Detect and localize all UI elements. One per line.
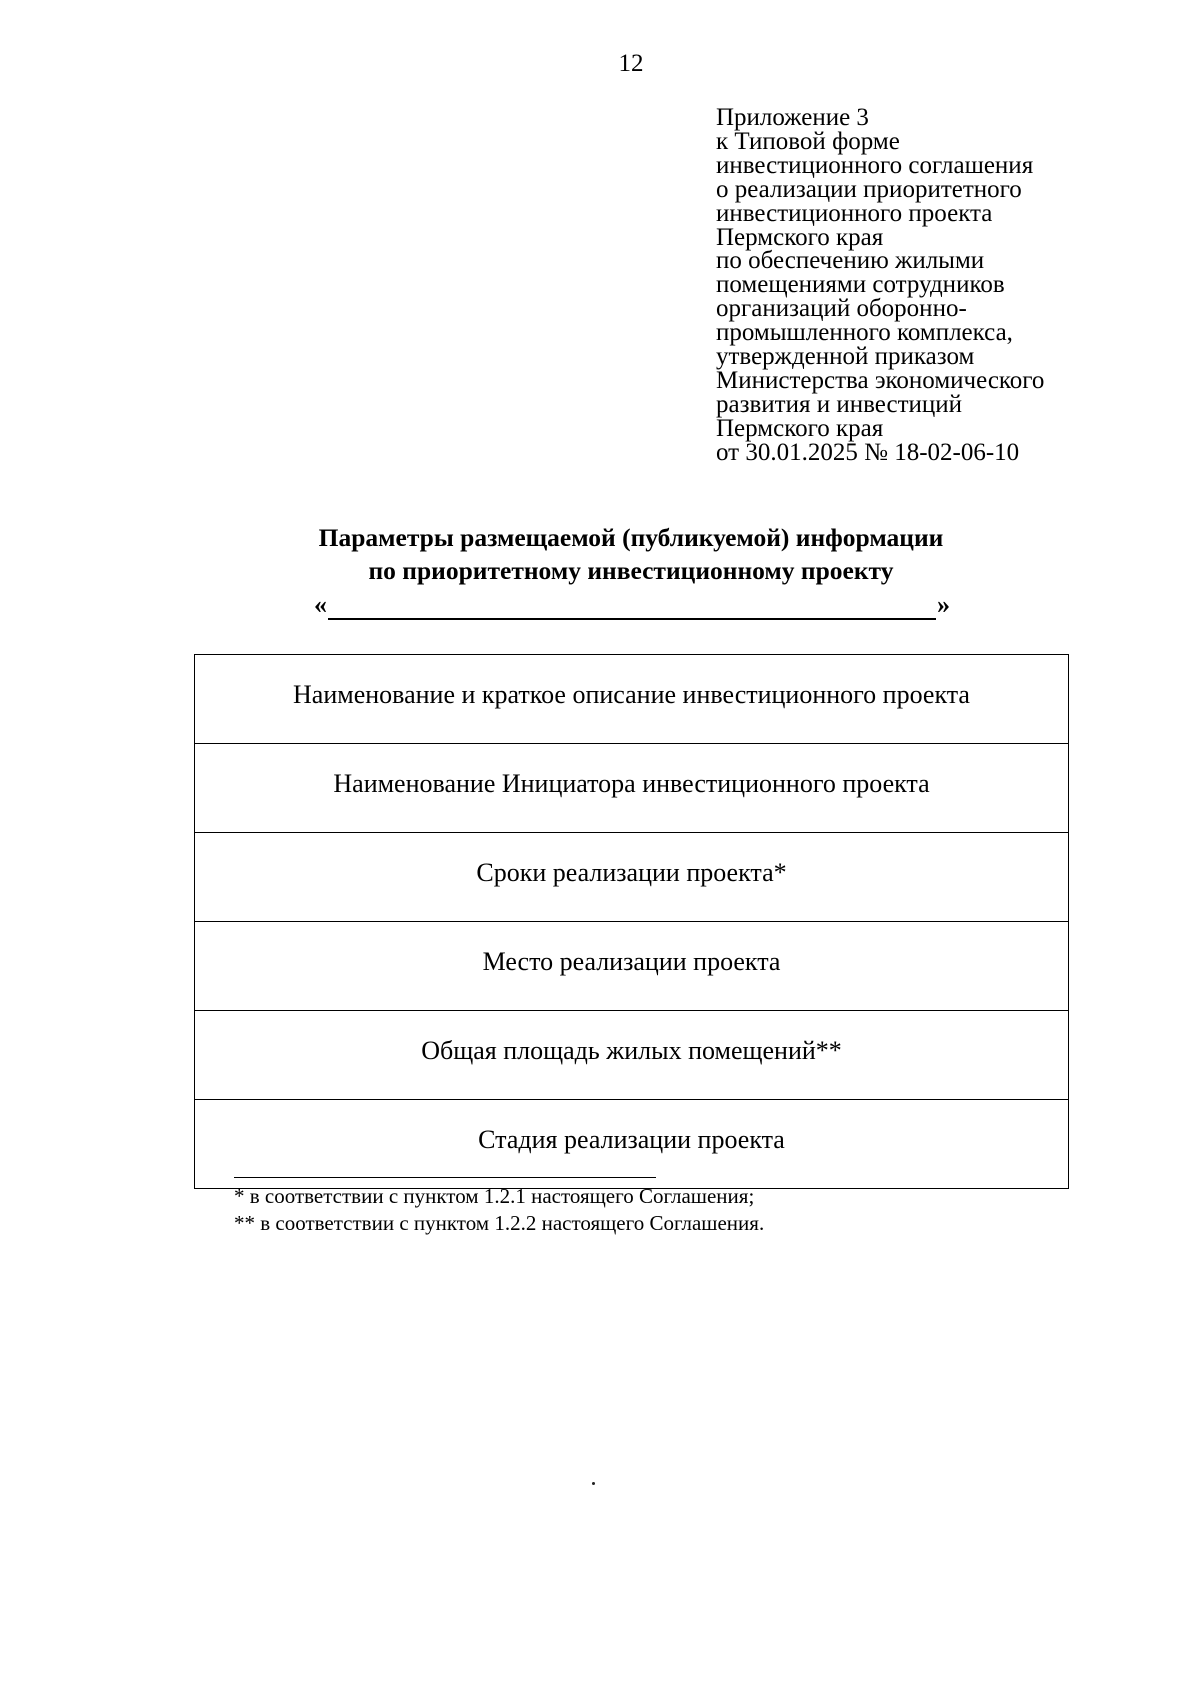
table-row [195,1100,1069,1189]
footnote-2: ** в соответствии с пунктом 1.2.2 настоящего Соглашения. [234,1211,765,1235]
appendix-line: Приложение 3 [716,104,869,131]
appendix-line: утвержденной приказом [716,343,975,371]
table-cell: Наименование Инициатора инвестиционного проекта [195,744,1069,833]
scan-speck [592,1482,595,1485]
table-row [195,655,1069,744]
table-cell: Стадия реализации проекта [195,1100,1069,1189]
footnote-separator [234,1177,656,1178]
page-number: 12 [618,50,644,77]
table-cell: Место реализации проекта [195,922,1069,1011]
table-row [195,744,1069,833]
appendix-line: инвестиционного соглашения [716,151,1034,179]
table-row [195,833,1069,922]
table-row [195,922,1069,1011]
appendix-line: развития и инвестиций [716,390,963,418]
table-cell: Общая площадь жилых помещений** [195,1011,1069,1100]
title-line-2: по приоритетному инвестиционному проекту [368,556,894,585]
table-row [195,1011,1069,1100]
appendix-line: от 30.01.2025 № 18-02-06-10 [716,438,1020,466]
footnote-1: * в соответствии с пунктом 1.2.1 настоящего Соглашения; [234,1184,755,1208]
table-cell: Сроки реализации проекта* [195,833,1069,922]
appendix-line: о реализации приоритетного [716,175,1022,203]
appendix-line: инвестиционного проекта [716,199,993,227]
close-quote: » [937,590,950,619]
appendix-line: по обеспечению жилыми [716,247,985,275]
title-line-1: Параметры размещаемой (публикуемой) информации [318,523,944,552]
appendix-block [716,106,1156,465]
project-name-field [314,590,950,620]
table-cell: Наименование и краткое описание инвестиционного проекта [195,655,1069,744]
appendix-line: организаций оборонно- [716,295,967,323]
appendix-line: промышленного комплекса, [716,319,1013,347]
appendix-line: Министерства экономического [716,366,1045,394]
project-name-blank-line [328,590,936,620]
parameters-table [194,654,1069,1189]
appendix-line: Пермского края [716,414,884,442]
footnotes [234,1183,764,1237]
appendix-line: помещениями сотрудников [716,271,1005,299]
open-quote: « [314,590,327,619]
document-title [0,521,1200,587]
appendix-line: к Типовой форме [716,127,900,155]
appendix-line: Пермского края [716,223,884,251]
